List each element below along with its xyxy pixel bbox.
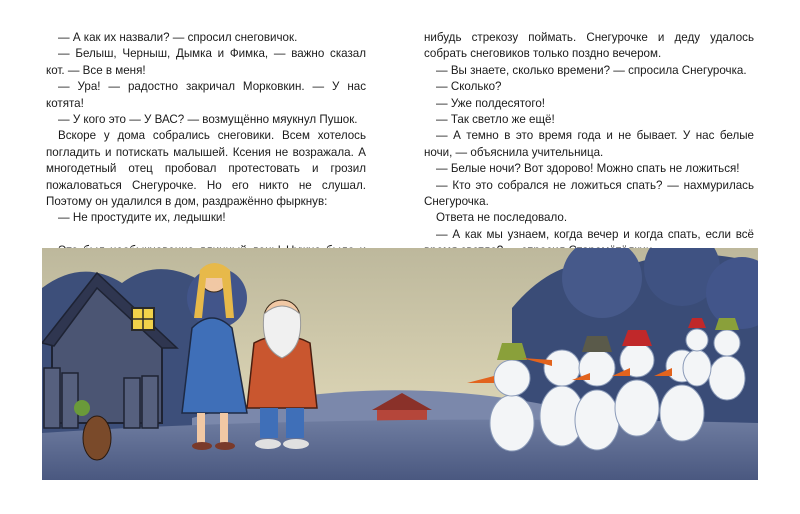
paragraph: — А как их назвали? — спросил снеговичок. (58, 31, 298, 44)
paragraph: — Не простудите их, ледышки! (58, 211, 226, 225)
cello (83, 416, 111, 460)
paragraph: — Кто это собрался не ложиться спать? — нахмурилась Снегурочка. (424, 178, 754, 209)
paragraph: Вскоре у дома собрались снеговики. Всем хотелось погладить и потискать малышей. Ксения не возражала. А многодетный отец пробовал протестовать и грозил пожаловаться Снегурочке. Но его никто не слушал. Поэтому он удалился в дом, раздражённо фыркнув: (46, 129, 366, 209)
paragraph: — Сколько? (436, 80, 502, 94)
paragraph: нибудь стрекозу поймать. Снегурочке и деду удалось собрать снеговиков только поздно вечером. (424, 31, 754, 61)
paragraph: — Ура! — радостно закричал Морковкин. — У нас котята! (46, 80, 366, 110)
paragraph: — Так светло же ещё! (436, 113, 555, 127)
story-illustration (42, 248, 758, 480)
paragraph: — Вы знаете, сколько времени? — спросила Снегурочка. (436, 63, 747, 77)
paragraph: — А темно в это время года и не бывает. У нас белые ночи, — объяснила учительница. (424, 129, 754, 159)
paragraph: Ответа не последовало. (436, 211, 568, 225)
paragraph: — Белые ночи? Вот здорово! Можно спать не ложиться! (436, 162, 740, 176)
green-critter (74, 400, 90, 416)
paragraph: — Уже полдесятого! (436, 96, 546, 110)
paragraph: — А как мы узнаем, когда вечер и когда спать, если всё (436, 227, 754, 241)
paragraph: — Белыш, Черныш, Дымка и Фимка, — важно сказал кот. — Все в меня! (46, 47, 366, 77)
paragraph: — У кого это — У ВАС? — возмущённо мяукнул Пушок. (58, 113, 358, 127)
illustration-svg (42, 248, 758, 480)
right-text-column (424, 30, 754, 260)
